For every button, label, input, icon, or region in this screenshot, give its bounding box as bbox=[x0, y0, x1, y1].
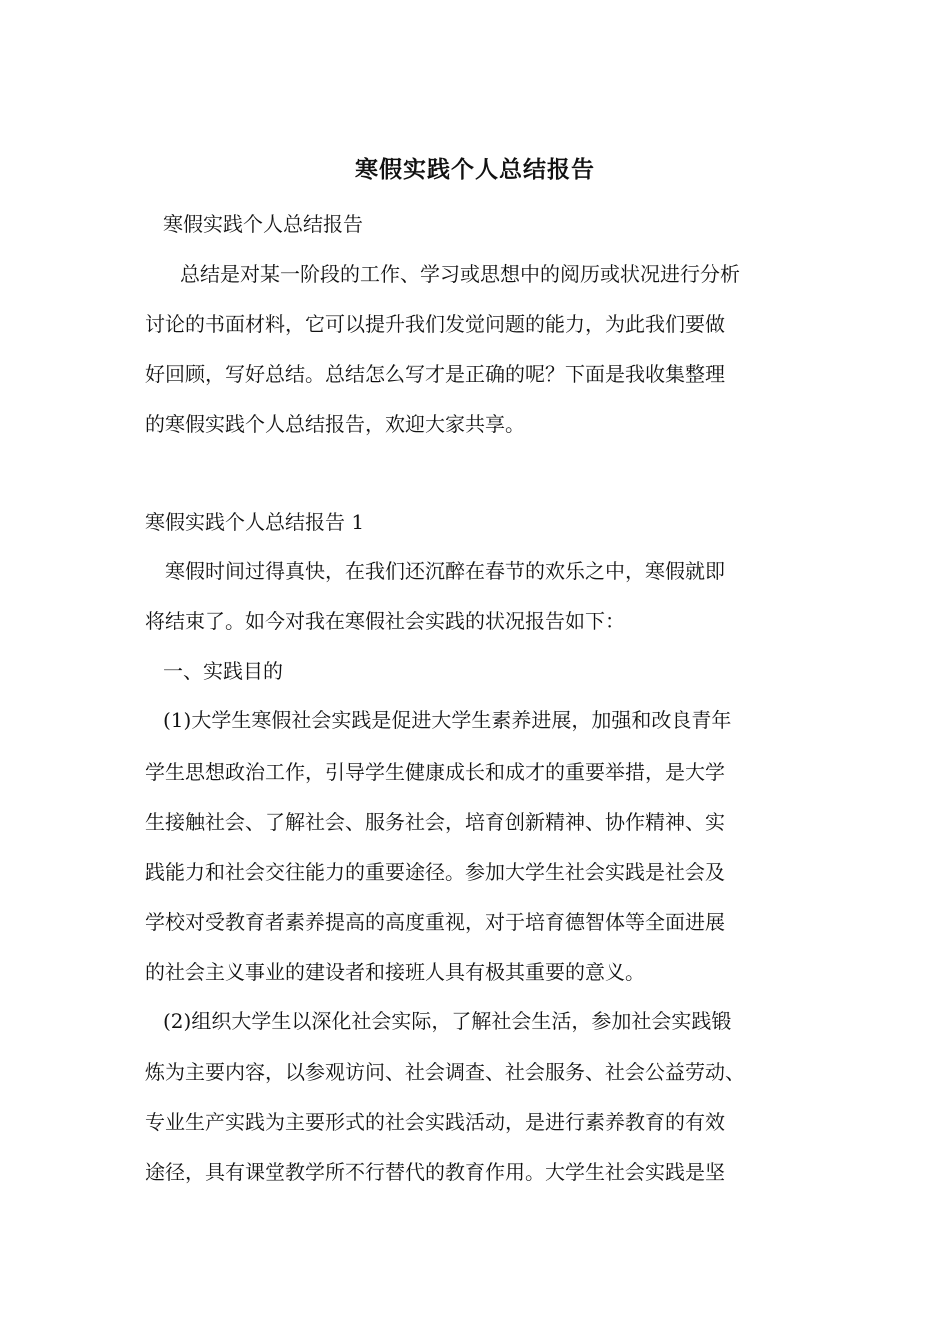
paragraph-line: 生接触社会、了解社会、服务社会，培育创新精神、协作精神、实 bbox=[145, 810, 725, 834]
document-subtitle: 寒假实践个人总结报告 bbox=[163, 212, 363, 236]
subheading-practice-purpose: 一、实践目的 bbox=[163, 659, 283, 683]
intro-line: 总结是对某一阶段的工作、学习或思想中的阅历或状况进行分析 bbox=[180, 262, 740, 286]
paragraph-line: 学校对受教育者素养提高的高度重视，对于培育德智体等全面进展 bbox=[145, 910, 725, 934]
paragraph-line: 专业生产实践为主要形式的社会实践活动，是进行素养教育的有效 bbox=[145, 1110, 725, 1134]
paragraph-line: 将结束了。如今对我在寒假社会实践的状况报告如下： bbox=[145, 609, 625, 633]
intro-line: 的寒假实践个人总结报告，欢迎大家共享。 bbox=[145, 412, 525, 436]
paragraph-line: 学生思想政治工作，引导学生健康成长和成才的重要举措，是大学 bbox=[145, 760, 725, 784]
paragraph-line: 炼为主要内容，以参观访问、社会调查、社会服务、社会公益劳动、 bbox=[145, 1060, 745, 1084]
paragraph-line: 途径，具有课堂教学所不行替代的教育作用。大学生社会实践是坚 bbox=[145, 1160, 725, 1184]
intro-line: 讨论的书面材料，它可以提升我们发觉问题的能力，为此我们要做 bbox=[145, 312, 725, 336]
intro-line: 好回顾，写好总结。总结怎么写才是正确的呢？下面是我收集整理 bbox=[145, 362, 725, 386]
paragraph-line: 的社会主义事业的建设者和接班人具有极其重要的意义。 bbox=[145, 960, 645, 984]
document-title: 寒假实践个人总结报告 bbox=[355, 156, 595, 183]
paragraph-line: 践能力和社会交往能力的重要途径。参加大学生社会实践是社会及 bbox=[145, 860, 725, 884]
paragraph-line: (2)组织大学生以深化社会实际，了解社会生活，参加社会实践锻 bbox=[163, 1009, 732, 1033]
paragraph-line: 寒假时间过得真快，在我们还沉醉在春节的欢乐之中，寒假就即 bbox=[165, 559, 725, 583]
paragraph-line: (1)大学生寒假社会实践是促进大学生素养进展，加强和改良青年 bbox=[163, 708, 732, 732]
section-heading: 寒假实践个人总结报告 1 bbox=[145, 510, 365, 534]
